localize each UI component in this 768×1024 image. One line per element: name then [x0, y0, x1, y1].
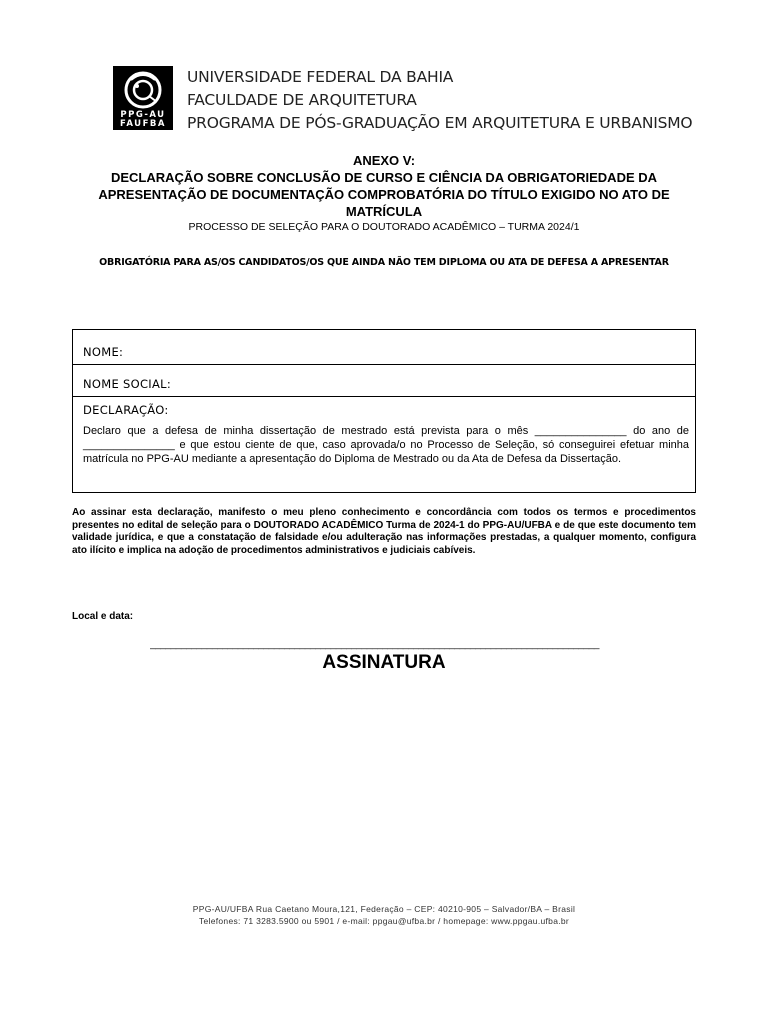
- annex-label: ANEXO V:: [352, 153, 416, 168]
- name-field[interactable]: [73, 330, 695, 365]
- document-title: DECLARAÇÃO SOBRE CONCLUSÃO DE CURSO E CIÊNCIA DA OBRIGATORIEDADE DA APRESENTAÇÃO DE DOCUMENTAÇÃO COMPROBATÓRIA DO TÍTULO EXIGIDO NO ATO DE MATRÍCULA: [98, 170, 670, 219]
- document-title-block: [72, 153, 696, 220]
- social-name-field[interactable]: [73, 365, 695, 397]
- consent-paragraph: Ao assinar esta declaração, manifesto o meu pleno conhecimento e concordância com todos os termos e procedimentos presentes no edital de seleção para o DOUTORADO ACADÊMICO Turma de 2024-1 do PPG-AU/UFBA e de que este documento tem validade jurídica, e que a constatação de falsidade e/ou adulteração nas informações prestadas, a qualquer momento, configura ato ilícito e implica na adoção de procedimentos administrativos e judiciais cabíveis.: [72, 507, 696, 556]
- university-name: UNIVERSIDADE FEDERAL DA BAHIA: [187, 68, 454, 86]
- program-name: PROGRAMA DE PÓS-GRADUAÇÃO EM ARQUITETURA E URBANISMO: [187, 114, 693, 132]
- declaration-form: [72, 329, 696, 493]
- local-date-label: Local e data:: [72, 611, 134, 622]
- logo-line-2: FAUFBA: [120, 119, 166, 129]
- process-subtitle: PROCESSO DE SELEÇÃO PARA O DOUTORADO ACADÊMICO – TURMA 2024/1: [188, 221, 580, 233]
- social-name-label: NOME SOCIAL:: [83, 377, 172, 391]
- signature-label: ASSINATURA: [322, 652, 446, 673]
- footer-address: PPG-AU/UFBA Rua Caetano Moura,121, Federação – CEP: 40210-905 – Salvador/BA – Brasil: [192, 904, 576, 914]
- footer: [0, 903, 768, 927]
- name-label: NOME:: [83, 345, 124, 359]
- declaration-label: DECLARAÇÃO:: [83, 403, 169, 417]
- declaration-text: Declaro que a defesa de minha dissertação de mestrado está prevista para o mês _______________ do ano de _______________ e que estou ciente de que, caso aprovada/o no Processo de Seleção, só conseguirei efetuar minha matrícula no PPG-AU mediante a apresentação do Diploma de Mestrado ou da Ata de Defesa da Dissertação.: [83, 425, 689, 465]
- ppgau-logo: [113, 66, 173, 130]
- mandatory-notice: OBRIGATÓRIA PARA AS/OS CANDIDATOS/OS QUE AINDA NÃO TEM DIPLOMA OU ATA DE DEFESA A APRESENTAR: [99, 257, 669, 268]
- footer-contact: Telefones: 71 3283.5900 ou 5901 / e-mail: ppgau@ufba.br / homepage: www.ppgau.ufba.br: [198, 916, 570, 926]
- signature-line: _______________________________________________________________________________________: [150, 639, 600, 650]
- faculty-name: FACULDADE DE ARQUITETURA: [187, 91, 417, 109]
- logo-line-1: PPG-AU: [120, 110, 166, 120]
